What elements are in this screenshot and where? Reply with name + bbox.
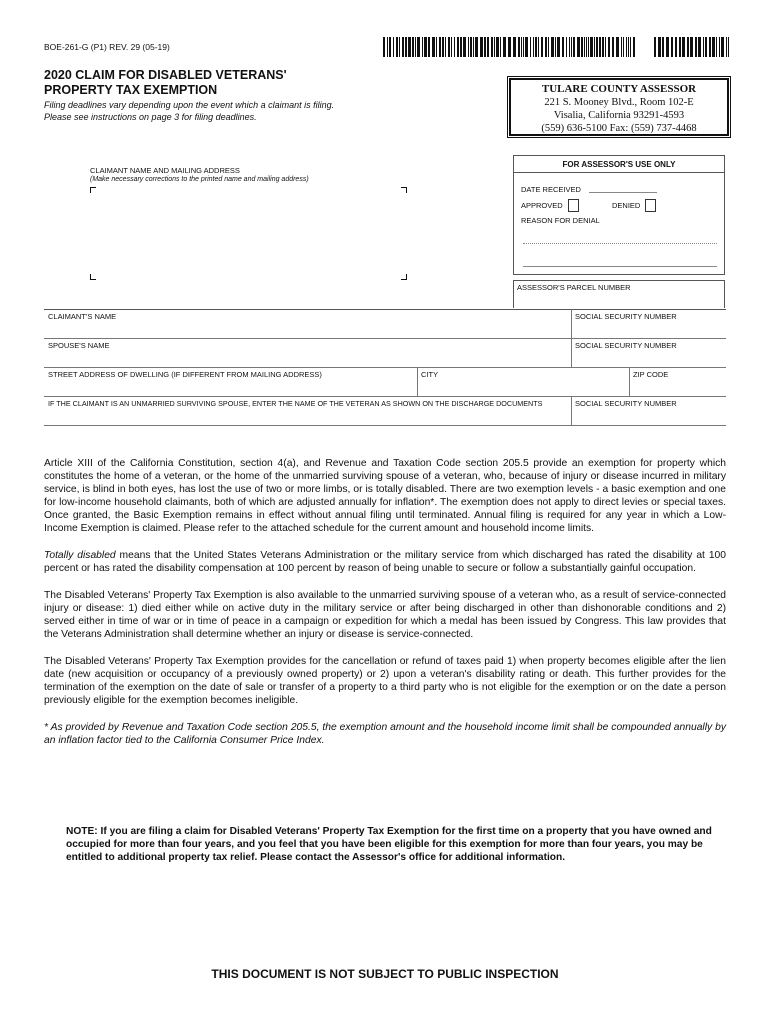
form-title	[44, 68, 287, 98]
zip-code-label: ZIP CODE	[633, 370, 669, 379]
corner-mark-top-right	[401, 187, 407, 193]
city-input[interactable]	[418, 380, 628, 395]
assessor-address-1: 221 S. Mooney Blvd., Room 102-E	[544, 97, 694, 108]
assessor-name: TULARE COUNTY ASSESSOR	[541, 83, 697, 95]
assessor-use-only-box	[513, 155, 725, 275]
claimant-address-title: CLAIMANT NAME AND MAILING ADDRESS	[90, 166, 240, 175]
title-line-1: 2020 CLAIM FOR DISABLED VETERANS'	[44, 68, 287, 82]
assessor-phone: (559) 636-5100 Fax: (559) 737-4468	[541, 123, 697, 134]
row-divider-2	[44, 338, 726, 339]
public-inspection-notice: THIS DOCUMENT IS NOT SUBJECT TO PUBLIC INSPECTION	[211, 967, 559, 981]
row-divider-5	[44, 425, 726, 426]
claimant-name-label: CLAIMANT'S NAME	[48, 312, 117, 321]
denied-checkbox[interactable]	[645, 199, 656, 212]
reason-line-1[interactable]	[523, 243, 717, 244]
paragraph-surviving-spouse: The Disabled Veterans' Property Tax Exemption is also available to the unmarried surviving spouse of a veteran who, as a result of service-connected injury or disease: 1) died either while on active duty in the military service or after being discharged in other than dishonorable conditions and 2) served either in time of war or in time of peace in a campaign or expedition for which a medal has been issued by Congress. This law provides that the Veterans Administration shall determine whether an injury or disease is service-connected.	[44, 590, 726, 640]
filing-deadline-note	[44, 99, 334, 123]
reason-for-denial-label: REASON FOR DENIAL	[521, 216, 600, 225]
claimant-ssn-input[interactable]	[572, 322, 726, 337]
paragraph-eligibility: Article XIII of the California Constitution, section 4(a), and Revenue and Taxation Code section 205.5 provide an exemption for property which constitutes the home of a veteran, or the home of the unmarried surviving spouse of a veteran, who, because of injury or disease incurred in military service, is blind in both eyes, has lost the use of two or more limbs, or is totally disabled. There are two exemption levels - a basic exemption and one for low-income household claimants, both of which are adjusted annually for inflation*. The exemption does not apply to direct levies or special taxes. Once granted, the Basic Exemption remains in effect without annual filing until terminated. Annual filing is required for any year in which a Low-Income Exemption is claimed. Please refer to the attached schedule for the current amount and household income limits.	[44, 458, 726, 534]
title-line-2: PROPERTY TAX EXEMPTION	[44, 83, 218, 97]
additional-relief-note: NOTE: If you are filing a claim for Disabled Veterans' Property Tax Exemption for the first time on a property that you have owned and occupied for more than four years, and you feel that you have been eligible for this exemption for more than four years, you may be entitled to additional property tax relief. Please contact the Assessor's office for additional information.	[66, 826, 712, 863]
street-address-label: STREET ADDRESS OF DWELLING (IF DIFFERENT FROM MAILING ADDRESS)	[48, 370, 322, 379]
zip-code-input[interactable]	[630, 380, 726, 395]
claimant-address-area[interactable]	[96, 193, 401, 274]
spouse-ssn-input[interactable]	[572, 351, 726, 366]
paragraph-cancellation-refund: The Disabled Veterans' Property Tax Exemption provides for the cancellation or refund of taxes paid 1) when property becomes eligible after the lien date (new acquisition or occupancy of a previously owned property) or 2) upon a veteran's disability rating or death. This further provides for the termination of the exemption on the date of sale or transfer of a property to a third party who is not eligible for the exemption or on the date a person previously eligible for the exemption becomes ineligible.	[44, 656, 726, 706]
ssn-label-3: SOCIAL SECURITY NUMBER	[575, 399, 677, 408]
paragraph-inflation-footnote: * As provided by Revenue and Taxation Code section 205.5, the exemption amount and the household income limit shall be compounded annually by an inflation factor tied to the California Consumer Price Index.	[44, 722, 726, 746]
approved-checkbox[interactable]	[568, 199, 579, 212]
subtitle-line-1: Filing deadlines vary depending upon the event which a claimant is filing.	[44, 100, 335, 110]
row-divider-4	[44, 396, 726, 397]
veteran-ssn-input[interactable]	[572, 409, 726, 424]
ssn-label-2: SOCIAL SECURITY NUMBER	[575, 341, 677, 350]
reason-line-2[interactable]	[523, 266, 717, 267]
claimant-address-label	[90, 166, 309, 184]
veteran-name-input[interactable]	[45, 409, 570, 424]
approved-label: APPROVED	[521, 201, 563, 210]
parcel-number-label: ASSESSOR'S PARCEL NUMBER	[517, 283, 631, 292]
barcode	[383, 37, 731, 57]
assessor-use-only-header: FOR ASSESSOR'S USE ONLY	[514, 156, 724, 173]
claimant-address-note: (Make necessary corrections to the printed name and mailing address)	[90, 176, 309, 183]
date-received-field[interactable]	[589, 192, 657, 193]
corner-mark-bottom-left	[90, 274, 96, 280]
date-received-label: DATE RECEIVED	[521, 185, 581, 194]
parcel-number-field[interactable]	[513, 280, 725, 308]
row-divider-3	[44, 367, 726, 368]
denied-label: DENIED	[612, 201, 641, 210]
spouse-name-input[interactable]	[45, 351, 570, 366]
totally-disabled-definition: means that the United States Veterans Administration or the military service from which discharged has rated the disability at 100 percent or has rated the disability compensation at 100 percent by reason of being unable to secure or follow a substantially gainful occupation.	[44, 550, 726, 574]
spouse-name-label: SPOUSE'S NAME	[48, 341, 110, 350]
assessor-address-box	[507, 76, 731, 138]
veteran-name-label: IF THE CLAIMANT IS AN UNMARRIED SURVIVING SPOUSE, ENTER THE NAME OF THE VETERAN AS SHOWN ON THE DISCHARGE DOCUMENTS	[48, 399, 543, 408]
assessor-address-2: Visalia, California 93291-4593	[553, 110, 685, 121]
claimant-name-input[interactable]	[45, 322, 570, 337]
paragraph-totally-disabled	[44, 549, 726, 575]
street-address-input[interactable]	[45, 380, 416, 395]
city-label: CITY	[421, 370, 439, 379]
row-divider-1	[44, 309, 726, 310]
subtitle-line-2: Please see instructions on page 3 for filing deadlines.	[44, 112, 257, 122]
form-id: BOE-261-G (P1) REV. 29 (05-19)	[44, 42, 170, 52]
totally-disabled-term: Totally disabled	[44, 550, 116, 561]
ssn-label-1: SOCIAL SECURITY NUMBER	[575, 312, 677, 321]
corner-mark-bottom-right	[401, 274, 407, 280]
